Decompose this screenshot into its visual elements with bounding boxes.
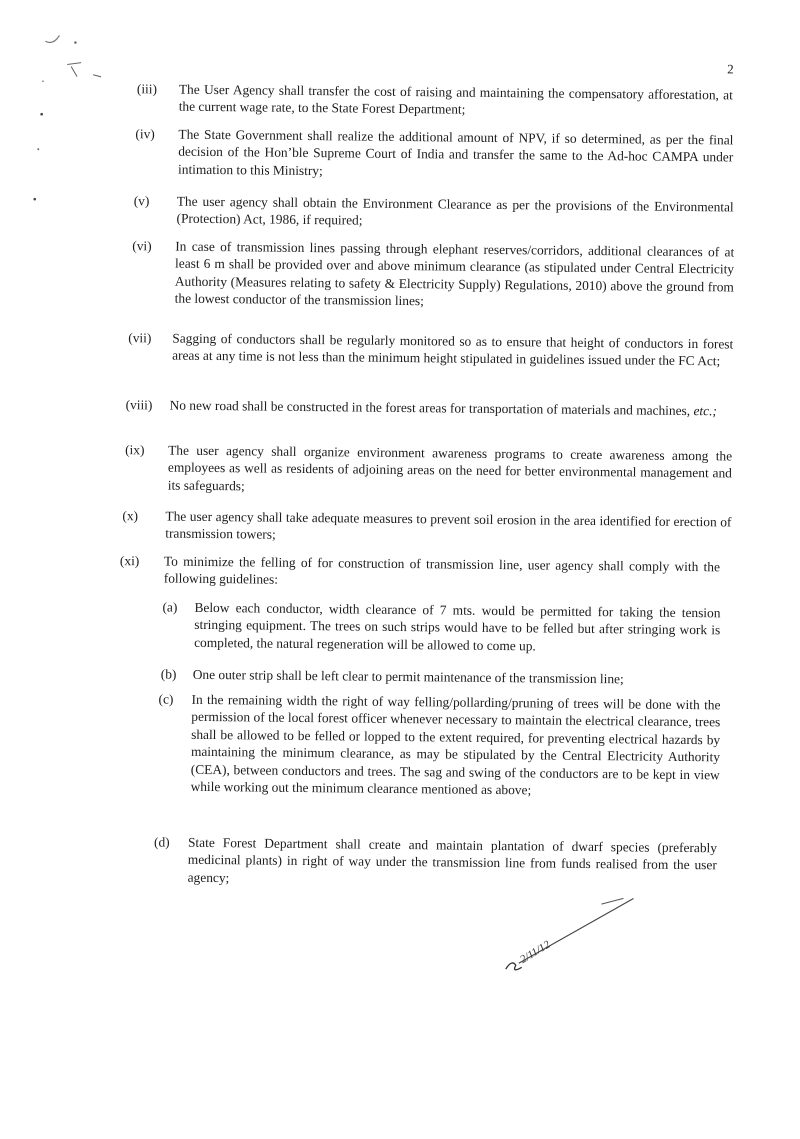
- margin-marks: [4, 0, 126, 217]
- clause-text: In case of transmission lines passing through elephant reserves/corridors, additional clearances of at least 6 m shall be provided over and above minimum clearance (as stipulated under Central Electricity Authority (Measures relating to safety & Electricity Supply) Regulations, 2010) above the ground from the lowest conductor of the transmission lines;: [174, 238, 735, 309]
- subclause-text: In the remaining width the right of way felling/pollarding/pruning of trees will be done with the permission of the local forest officer whenever necessary to maintain the electrical clearance, trees shall be allowed to be felled or lopped to the extent required, for preventing electrical hazards by maintaining the minimum clearance, as may be stipulated by the Central Electricity Authority (CEA), between conductors and trees. The sag and swing of the conductors are to be kept in view while working out the minimum clearance mentioned as above;: [190, 691, 721, 798]
- clause-v: [133, 192, 734, 228]
- clause-number: (x): [122, 508, 139, 524]
- clause-viii: [125, 396, 733, 419]
- subclause-number: (a): [162, 599, 178, 615]
- clause-text: To minimize the felling of for construction of transmission line, user agency shall comply with the following guidelines:: [163, 553, 721, 588]
- clause-number: (vii): [128, 330, 152, 346]
- clause-iv: [135, 125, 734, 178]
- subclause-number: (c): [158, 691, 174, 707]
- subclause-text: Below each conductor, width clearance of 7 mts. would be permitted for taking the tension stringing equipment. The trees on such strips would have to be felled but after stringing work is completed, the natural regeneration will be allowed to come up.: [194, 599, 721, 654]
- clause-text: The user agency shall obtain the Environment Clearance as per the provisions of the Environmental (Protection) Act, 1986, if required;: [176, 193, 734, 228]
- clause-number: (ix): [125, 442, 145, 458]
- clause-number: (vi): [132, 238, 152, 254]
- clause-text: The user agency shall take adequate measures to prevent soil erosion in the area identified for erection of transmission towers;: [165, 508, 732, 543]
- signature-date: 2/11/12: [518, 938, 553, 966]
- subclause-b: [160, 666, 721, 687]
- subclause-number: (b): [160, 666, 177, 682]
- subclause-number: (d): [153, 834, 170, 850]
- clause-vi: [132, 237, 735, 309]
- clause-iii: [136, 80, 733, 118]
- clause-xi: [119, 552, 721, 588]
- clause-text: The user agency shall organize environment awareness programs to create awareness among the employees as well as residents of adjoining areas on the need for better environmental management and its safeguards;: [167, 442, 733, 494]
- clause-number: (v): [133, 193, 150, 209]
- clause-number: (iv): [135, 126, 155, 142]
- clause-text: No new road shall be constructed in the forest areas for transportation of materials and machines,: [169, 397, 691, 419]
- subclause-text: One outer strip shall be left clear to permit maintenance of the transmission line;: [192, 666, 624, 687]
- clause-text: Sagging of conductors shall be regularly monitored so as to ensure that height of conductors in forest areas at any time is not less than the minimum height stipulated in guidelines issued under the FC Act;: [172, 330, 734, 369]
- clause-text: The User Agency shall transfer the cost of raising and maintaining the compensatory afforestation, at the current wage rate, to the State Forest Department;: [178, 81, 733, 118]
- clause-number: (viii): [125, 397, 153, 413]
- clause-ix: [125, 441, 733, 494]
- clause-number: (xi): [119, 553, 140, 569]
- subclause-text: State Forest Department shall create and maintain plantation of dwarf species (preferably medicinal plants) in right of way under the transmission line from funds realised from the user agency;: [187, 834, 718, 886]
- clause-vii: [128, 329, 734, 369]
- subclause-c: [158, 690, 721, 798]
- clause-x: [122, 507, 732, 543]
- subclause-d: [153, 833, 718, 886]
- subclause-a: [162, 599, 721, 654]
- signature: [501, 889, 642, 980]
- clause-text: The State Government shall realize the additional amount of NPV, if so determined, as per the final decision of the Hon’ble Supreme Court of India and transfer the same to the Ad-hoc CAMPA under intimation to this Ministry;: [178, 126, 734, 178]
- clause-number: (iii): [136, 81, 158, 97]
- page-number: 2: [727, 61, 734, 77]
- clause-text-italic: etc.;: [693, 403, 718, 419]
